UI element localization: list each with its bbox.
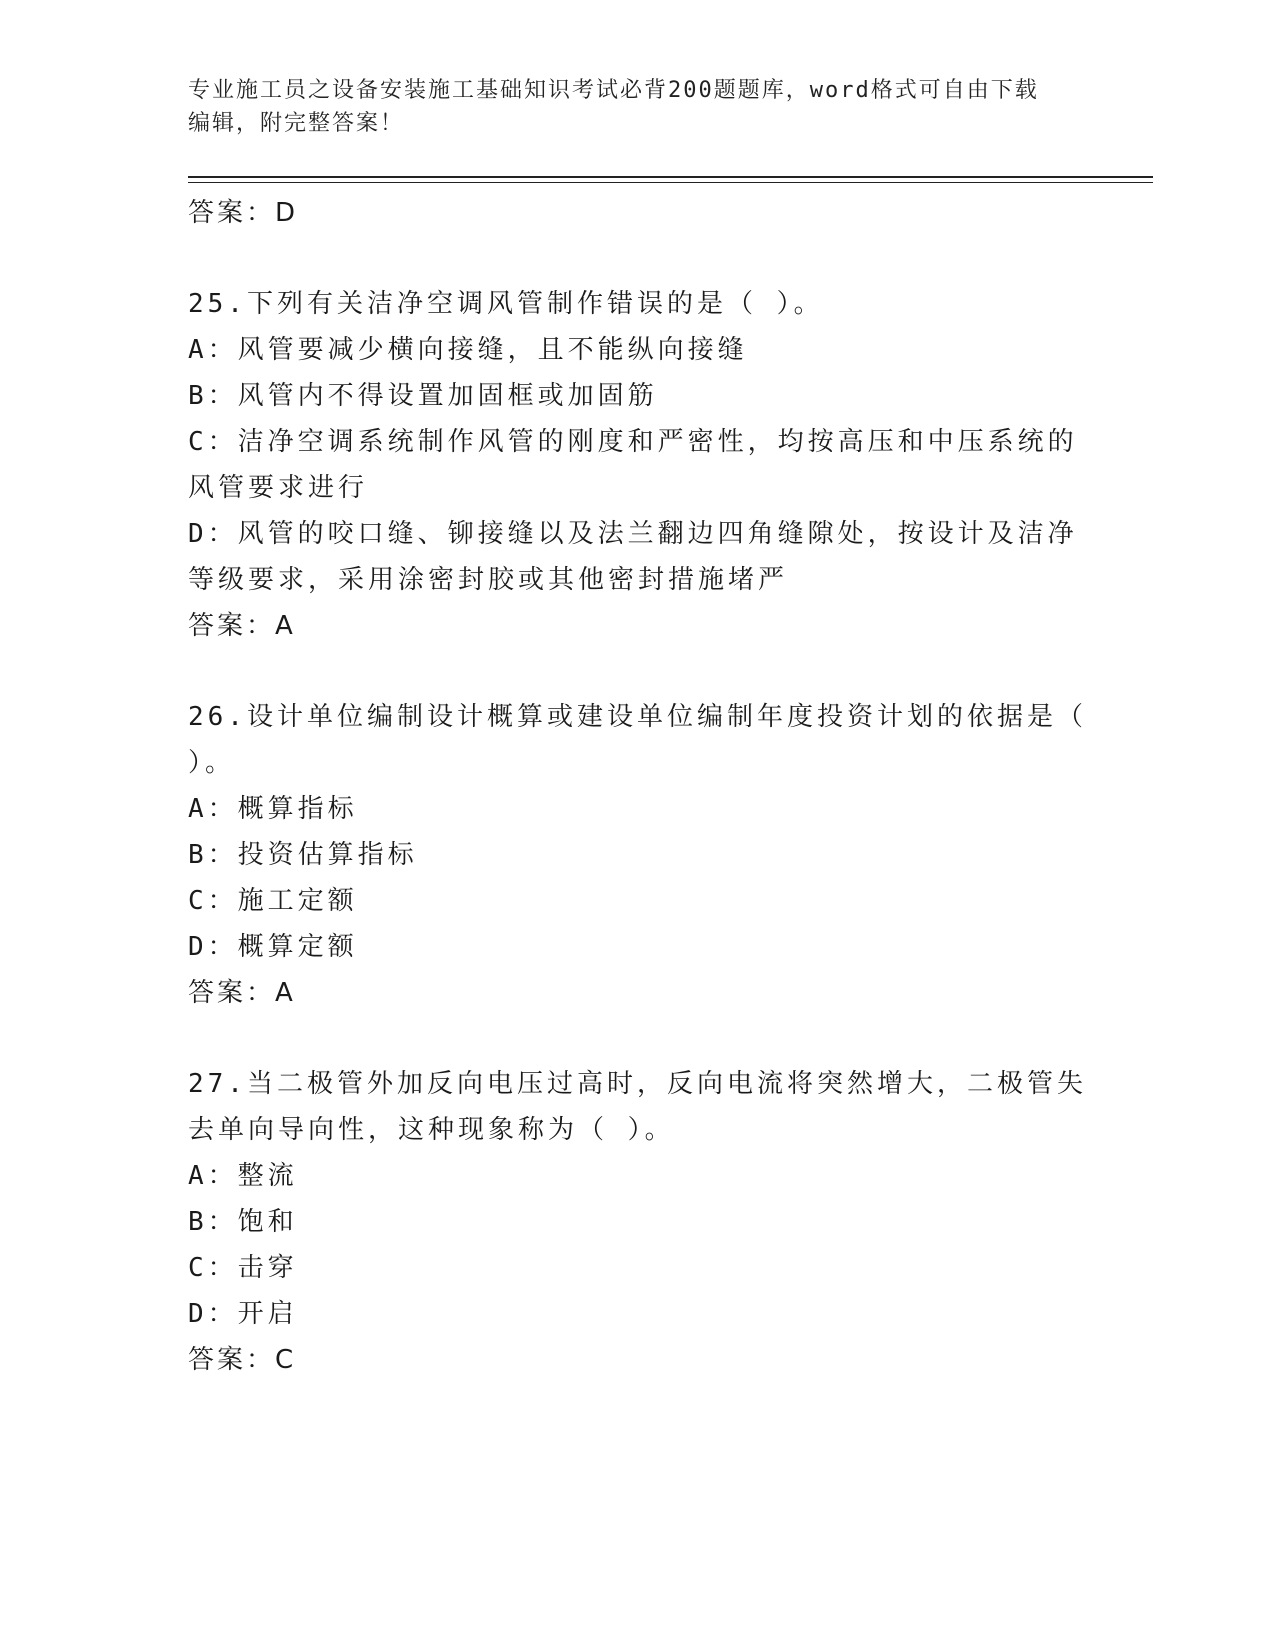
- question-26-option-c: [188, 878, 1088, 924]
- question-27: [188, 1061, 1088, 1383]
- option-letter: C：: [188, 427, 238, 457]
- previous-answer: 答案：D: [188, 198, 299, 228]
- option-text: 洁净空调系统制作风管的刚度和严密性，均按高压和中压系统的风管要求进行: [188, 427, 1078, 503]
- question-25-option-a: [188, 327, 1088, 373]
- question-25-option-d: [188, 511, 1088, 603]
- option-letter: A：: [188, 794, 238, 824]
- question-27-answer: 答案：C: [188, 1345, 297, 1375]
- option-text: 概算定额: [237, 932, 358, 962]
- option-letter: B：: [188, 840, 238, 870]
- header-line-1: 专业施工员之设备安装施工基础知识考试必背200题题库，word格式可自由下载: [188, 78, 1039, 103]
- option-letter: D：: [188, 519, 238, 549]
- option-letter: C：: [188, 886, 238, 916]
- question-27-option-a: [188, 1153, 1088, 1199]
- option-letter: B：: [188, 1207, 238, 1237]
- question-25-option-c: [188, 419, 1088, 511]
- option-text: 投资估算指标: [237, 840, 418, 870]
- question-27-text: 27.当二极管外加反向电压过高时，反向电流将突然增大，二极管失去单向导向性，这种现象称为（ ）。: [188, 1069, 1087, 1145]
- option-letter: A：: [188, 1161, 238, 1191]
- question-27-option-d: [188, 1291, 1088, 1337]
- option-text: 风管要减少横向接缝，且不能纵向接缝: [237, 335, 748, 365]
- option-text: 饱和: [237, 1207, 298, 1237]
- option-text: 整流: [237, 1161, 298, 1191]
- option-letter: B：: [188, 381, 238, 411]
- question-25-text: 25.下列有关洁净空调风管制作错误的是（ ）。: [188, 289, 824, 319]
- option-text: 施工定额: [237, 886, 358, 916]
- question-26-option-b: [188, 832, 1088, 878]
- question-26: [188, 694, 1088, 1016]
- question-26-option-a: [188, 786, 1088, 832]
- question-27-option-c: [188, 1245, 1088, 1291]
- question-25-option-b: [188, 373, 1088, 419]
- option-text: 击穿: [237, 1253, 298, 1283]
- question-25: [188, 281, 1088, 649]
- question-26-option-d: [188, 924, 1088, 970]
- option-text: 概算指标: [237, 794, 358, 824]
- header-line-2: 编辑，附完整答案！: [188, 111, 405, 136]
- spacer: [188, 236, 1088, 281]
- question-26-answer: 答案：A: [188, 978, 296, 1008]
- document-header: [188, 74, 1088, 140]
- option-text: 开启: [237, 1299, 298, 1329]
- option-letter: A：: [188, 335, 238, 365]
- question-27-option-b: [188, 1199, 1088, 1245]
- option-letter: D：: [188, 932, 238, 962]
- question-content: [188, 190, 1088, 1383]
- spacer: [188, 649, 1088, 694]
- option-letter: D：: [188, 1299, 238, 1329]
- spacer: [188, 1016, 1088, 1061]
- header-rule-thick: [188, 176, 1153, 178]
- header-rule-thin: [188, 182, 1153, 183]
- option-text: 风管的咬口缝、铆接缝以及法兰翻边四角缝隙处，按设计及洁净等级要求，采用涂密封胶或其他密封措施堵严: [188, 519, 1078, 595]
- question-25-answer: 答案：A: [188, 611, 296, 641]
- question-26-text: 26.设计单位编制设计概算或建设单位编制年度投资计划的依据是（ ）。: [188, 702, 1087, 778]
- option-letter: C：: [188, 1253, 238, 1283]
- option-text: 风管内不得设置加固框或加固筋: [237, 381, 658, 411]
